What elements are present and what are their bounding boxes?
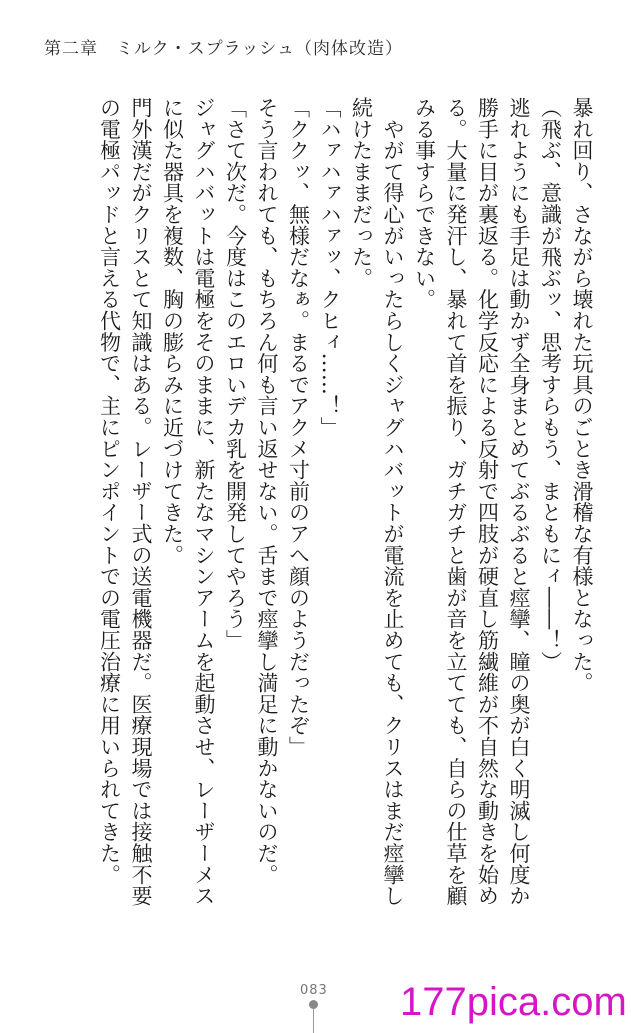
paragraph: ジャグハバットは電極をそのままに、新たなマシンアームを起動させ、レーザーメスに似た器具を複数、胸の膨らみに近づけてきた。 xyxy=(160,97,216,907)
running-head: 第二章 ミルク・スプラッシュ（肉体改造） xyxy=(44,39,403,59)
paragraph: 「ククッ、無様だなぁ。まるでアクメ寸前のアへ顔のようだったぞ」 xyxy=(286,97,311,758)
paragraph: 「ハァハァハァッ、クヒィ……！」 xyxy=(318,97,342,438)
watermark-text: 177pica.com xyxy=(400,980,627,1024)
paragraph: 暴れ回り、さながら壊れた玩具のごとき滑稽な有様となった。 xyxy=(570,97,594,694)
body-text xyxy=(37,97,597,927)
paragraph: （飛ぶ、意識が飛ぶッ、思考すらもう、まともにィ――！） xyxy=(538,97,563,673)
paragraph: 逃れようにも手足は動かず全身まとめてぶるぶると痙攣、瞳の奥が白く明滅し何度か勝手に目が裏返る。化学反応による反射で四肢が硬直し筋繊維が不自然な動きを始める。大量に発汗し、暴れて首を振り、ガチガチと歯が音を立てても、自らの仕草を顧みる事すらできない。 xyxy=(412,97,531,907)
page-marker-dot xyxy=(309,1000,318,1009)
paragraph: そう言われても、もちろん何も言い返せない。舌まで痙攣し満足に動かないのだ。 xyxy=(255,97,279,886)
page-number: 083 xyxy=(300,983,328,998)
paragraph: やがて得心がいったらしくジャグハバットが電流を止めても、クリスはまだ痙攣し続けたままだった。 xyxy=(349,97,405,907)
paragraph: 門外漢だがクリスとて知識はある。レーザー式の送電機器だ。医療現場では接触不要の電極パッドと言える代物で、主にピンポイントでの電圧治療に用いられてきた。 xyxy=(97,97,153,907)
paragraph: 「さて次だ。今度はこのエロいデカ乳を開発してやろう」 xyxy=(223,97,248,651)
